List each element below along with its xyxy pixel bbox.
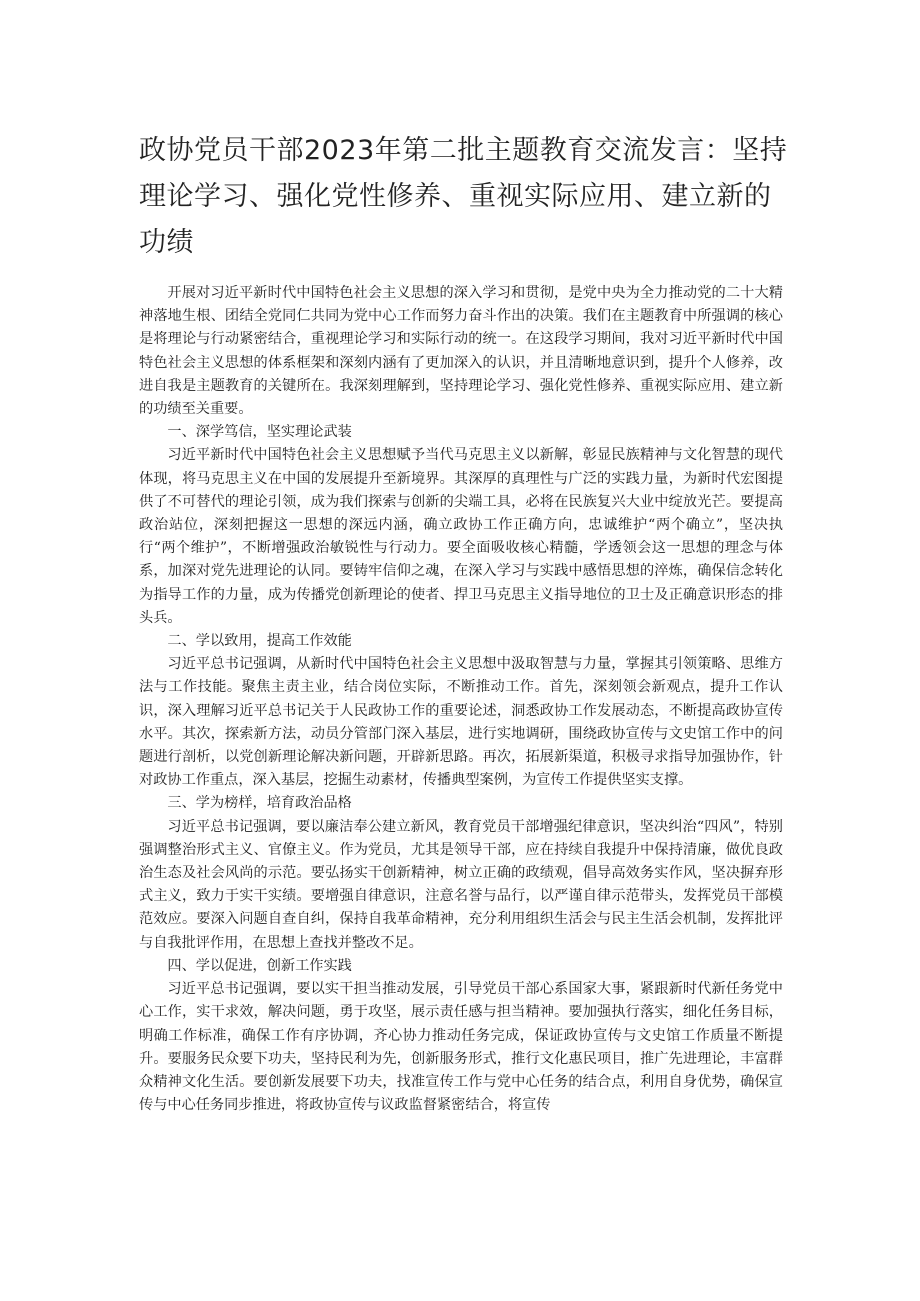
intro-paragraph: 开展对习近平新时代中国特色社会主义思想的深入学习和贯彻，是党中央为全力推动党的二十大精神落地生根、团结全党同仁共同为党中心工作而努力奋斗作出的决策。我们在主题教育中所强调的核心是将理论与行动紧密结合，重视理论学习和实际行动的统一。在这段学习期间，我对习近平新时代中国特色社会主义思想的体系框架和深刻内涵有了更加深入的认识，并且清晰地意识到，提升个人修养，改进自我是主题教育的关键所在。我深刻理解到，坚持理论学习、强化党性修养、重视实际应用、建立新的功绩至关重要。 (139, 285, 783, 418)
section-paragraph-2: 习近平总书记强调，从新时代中国特色社会主义思想中汲取智慧与力量，掌握其引领策略、思维方法与工作技能。聚焦主责主业，结合岗位实际，不断推动工作。首先，深刻领会新观点，提升工作认识，深入理解习近平总书记关于人民政协工作的重要论述，洞悉政协工作发展动态，不断提高政协宣传水平。其次，探索新方法，动员分管部门深入基层，进行实地调研，围绕政协宣传与文史馆工作中的问题进行剖析，以党创新理论解决新问题，开辟新思路。再次，拓展新渠道，积极寻求指导加强协作，针对政协工作重点，深入基层，挖掘生动素材，传播典型案例，为宣传工作提供坚实支撑。 (139, 656, 783, 789)
section-paragraph-3: 习近平总书记强调，要以廉洁奉公建立新风，教育党员干部增强纪律意识，坚决纠治“四风”，特别强调整治形式主义、官僚主义。作为党员，尤其是领导干部，应在持续自我提升中保持清廉，做优良政治生态及社会风尚的示范。要弘扬实干创新精神，树立正确的政绩观，倡导高效务实作风，坚决摒弃形式主义，致力于实干实绩。要增强自律意识，注意名誉与品行，以严谨自律示范带头，发挥党员干部模范效应。要深入问题自查自纠，保持自我革命精神，充分利用组织生活会与民主生活会机制，发挥批评与自我批评作用，在思想上查找并整改不足。 (139, 818, 783, 951)
document-title: 政协党员干部2023年第二批主题教育交流发言：坚持理论学习、强化党性修养、重视实际应用、建立新的功绩 (139, 135, 788, 258)
section-heading-1: 一、深学笃信，坚实理论武装 (167, 424, 352, 441)
section-heading-4: 四、学以促进，创新工作实践 (167, 957, 352, 974)
section-heading-3: 三、学为榜样，培育政治品格 (167, 795, 352, 812)
document-body (139, 282, 783, 1117)
section-heading-2: 二、学以致用，提高工作效能 (167, 633, 352, 650)
section-paragraph-4: 习近平总书记强调，要以实干担当推动发展，引导党员干部心系国家大事，紧跟新时代新任务党中心工作，实干求效，解决问题，勇于攻坚，展示责任感与担当精神。要加强执行落实，细化任务目标，明确工作标准，确保工作有序协调，齐心协力推动任务完成，保证政协宣传与文史馆工作质量不断提升。要服务民众要下功夫，坚持民利为先，创新服务形式，推行文化惠民项目，推广先进理论，丰富群众精神文化生活。要创新发展要下功夫，找准宣传工作与党中心任务的结合点，利用自身优势，确保宣传与中心任务同步推进，将政协宣传与议政监督紧密结合，将宣传 (139, 981, 783, 1114)
section-paragraph-1: 习近平新时代中国特色社会主义思想赋予当代马克思主义以新解，彰显民族精神与文化智慧的现代体现，将马克思主义在中国的发展提升至新境界。其深厚的真理性与广泛的实践力量，为新时代宏图提供了不可替代的理论引领，成为我们探索与创新的尖端工具，必将在民族复兴大业中绽放光芒。要提高政治站位，深刻把握这一思想的深远内涵，确立政协工作正确方向，忠诚维护“两个确立”，坚决执行“两个维护”，不断增强政治敏锐性与行动力。要全面吸收核心精髓，学透领会这一思想的理念与体系，加深对党先进理论的认同。要铸牢信仰之魂，在深入学习与实践中感悟思想的淬炼，确保信念转化为指导工作的力量，成为传播党创新理论的使者、捍卫马克思主义指导地位的卫士及正确意识形态的排头兵。 (139, 447, 783, 626)
